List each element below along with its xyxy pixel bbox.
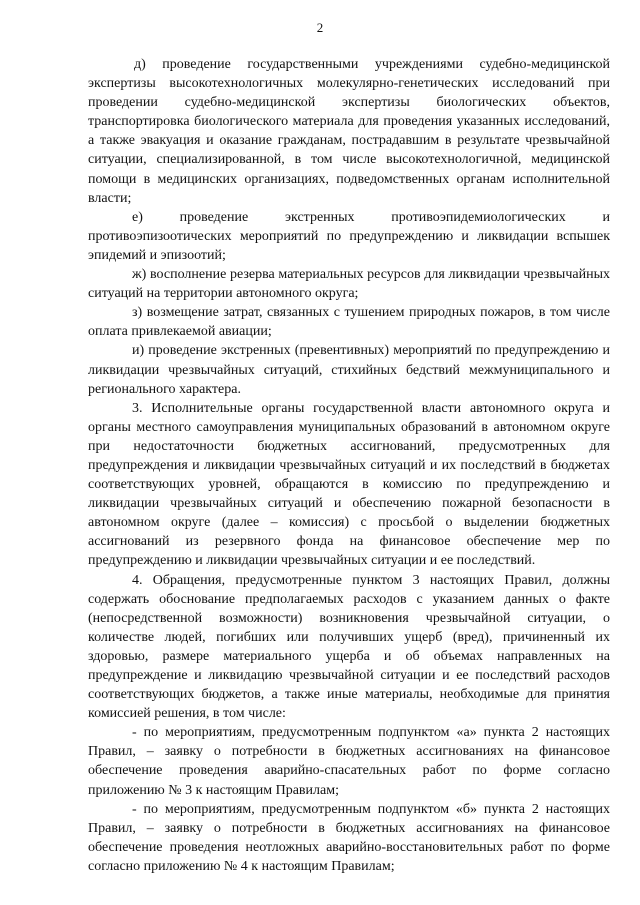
list-item-b: - по мероприятиям, предусмотренным подпунктом «б» пункта 2 настоящих Правил, – заявку о потребности в бюджетных ассигнованиях на финансовое обеспечение проведения неотложных аварийно-восстановительных работ по форме согласно приложению № 4 к настоящим Правилам; <box>88 801 610 874</box>
paragraph-3: 3. Исполнительные органы государственной власти автономного округа и органы местного самоуправления муниципальных образований в автономном округе при недостаточности бюджетных ассигнований, предусмотренных для предупреждения и ликвидации чрезвычайных ситуаций и их последствий в бюджетах соответствующих уровней, обращаются в комиссию по предупреждению и ликвидации чрезвычайных ситуаций и обеспечению пожарной безопасности в автономном округе (далее – комиссия) с просьбой о выделении бюджетных ассигнований из резервного фонда на финансовое обеспечение мер по предупреждению и ликвидации чрезвычайных ситуации и ее последствий. <box>88 400 610 569</box>
list-item-a: - по мероприятиям, предусмотренным подпунктом «а» пункта 2 настоящих Правил, – заявку о потребности в бюджетных ассигнованиях на финансовое обеспечение проведения аварийно-спасательных работ по форме согласно приложению № 3 к настоящим Правилам; <box>88 725 610 798</box>
paragraph-z: з) возмещение затрат, связанных с тушением природных пожаров, в том числе оплата привлекаемой авиации; <box>88 305 610 340</box>
paragraph-zh: ж) восполнение резерва материальных ресурсов для ликвидации чрезвычайных ситуаций на территории автономного округа; <box>88 267 610 302</box>
paragraph-4: 4. Обращения, предусмотренные пунктом 3 настоящих Правил, должны содержать обоснование предполагаемых расходов с указанием данных о факте (непосредственной возможности) возникновения чрезвычайной ситуации, о количестве людей, погибших или получивших ущерб (вред), причиненный их здоровью, размере материального ущерба и об объемах направленных на предупреждение и ликвидацию чрезвычайной ситуации и ее последствий расходов соответствующих бюджетов, а также иные материалы, необходимые для принятия комиссией решения, в том числе: <box>88 572 610 722</box>
paragraph-d: д) проведение государственными учреждениями судебно-медицинской экспертизы высокотехнологичных молекулярно-генетических исследований при проведении судебно-медицинской экспертизы биологических объектов, транспортировка биологического материала для проведения указанных исследований, а также эвакуация и оказание гражданам, пострадавшим в результате чрезвычайной ситуации, специализированной, в том числе высокотехнологичной, медицинской помощи в медицинских организациях, подведомственных органам исполнительной власти; <box>88 57 610 206</box>
page-number: 2 <box>316 20 324 35</box>
document-body <box>88 55 610 876</box>
paragraph-e: е) проведение экстренных противоэпидемиологических и противоэпизоотических мероприятий по предупреждению и ликвидации вспышек эпидемий и эпизоотий; <box>88 209 610 263</box>
paragraph-i: и) проведение экстренных (превентивных) мероприятий по предупреждению и ликвидации чрезвычайных ситуаций, стихийных бедствий межмуниципального и регионального характера. <box>88 343 610 397</box>
